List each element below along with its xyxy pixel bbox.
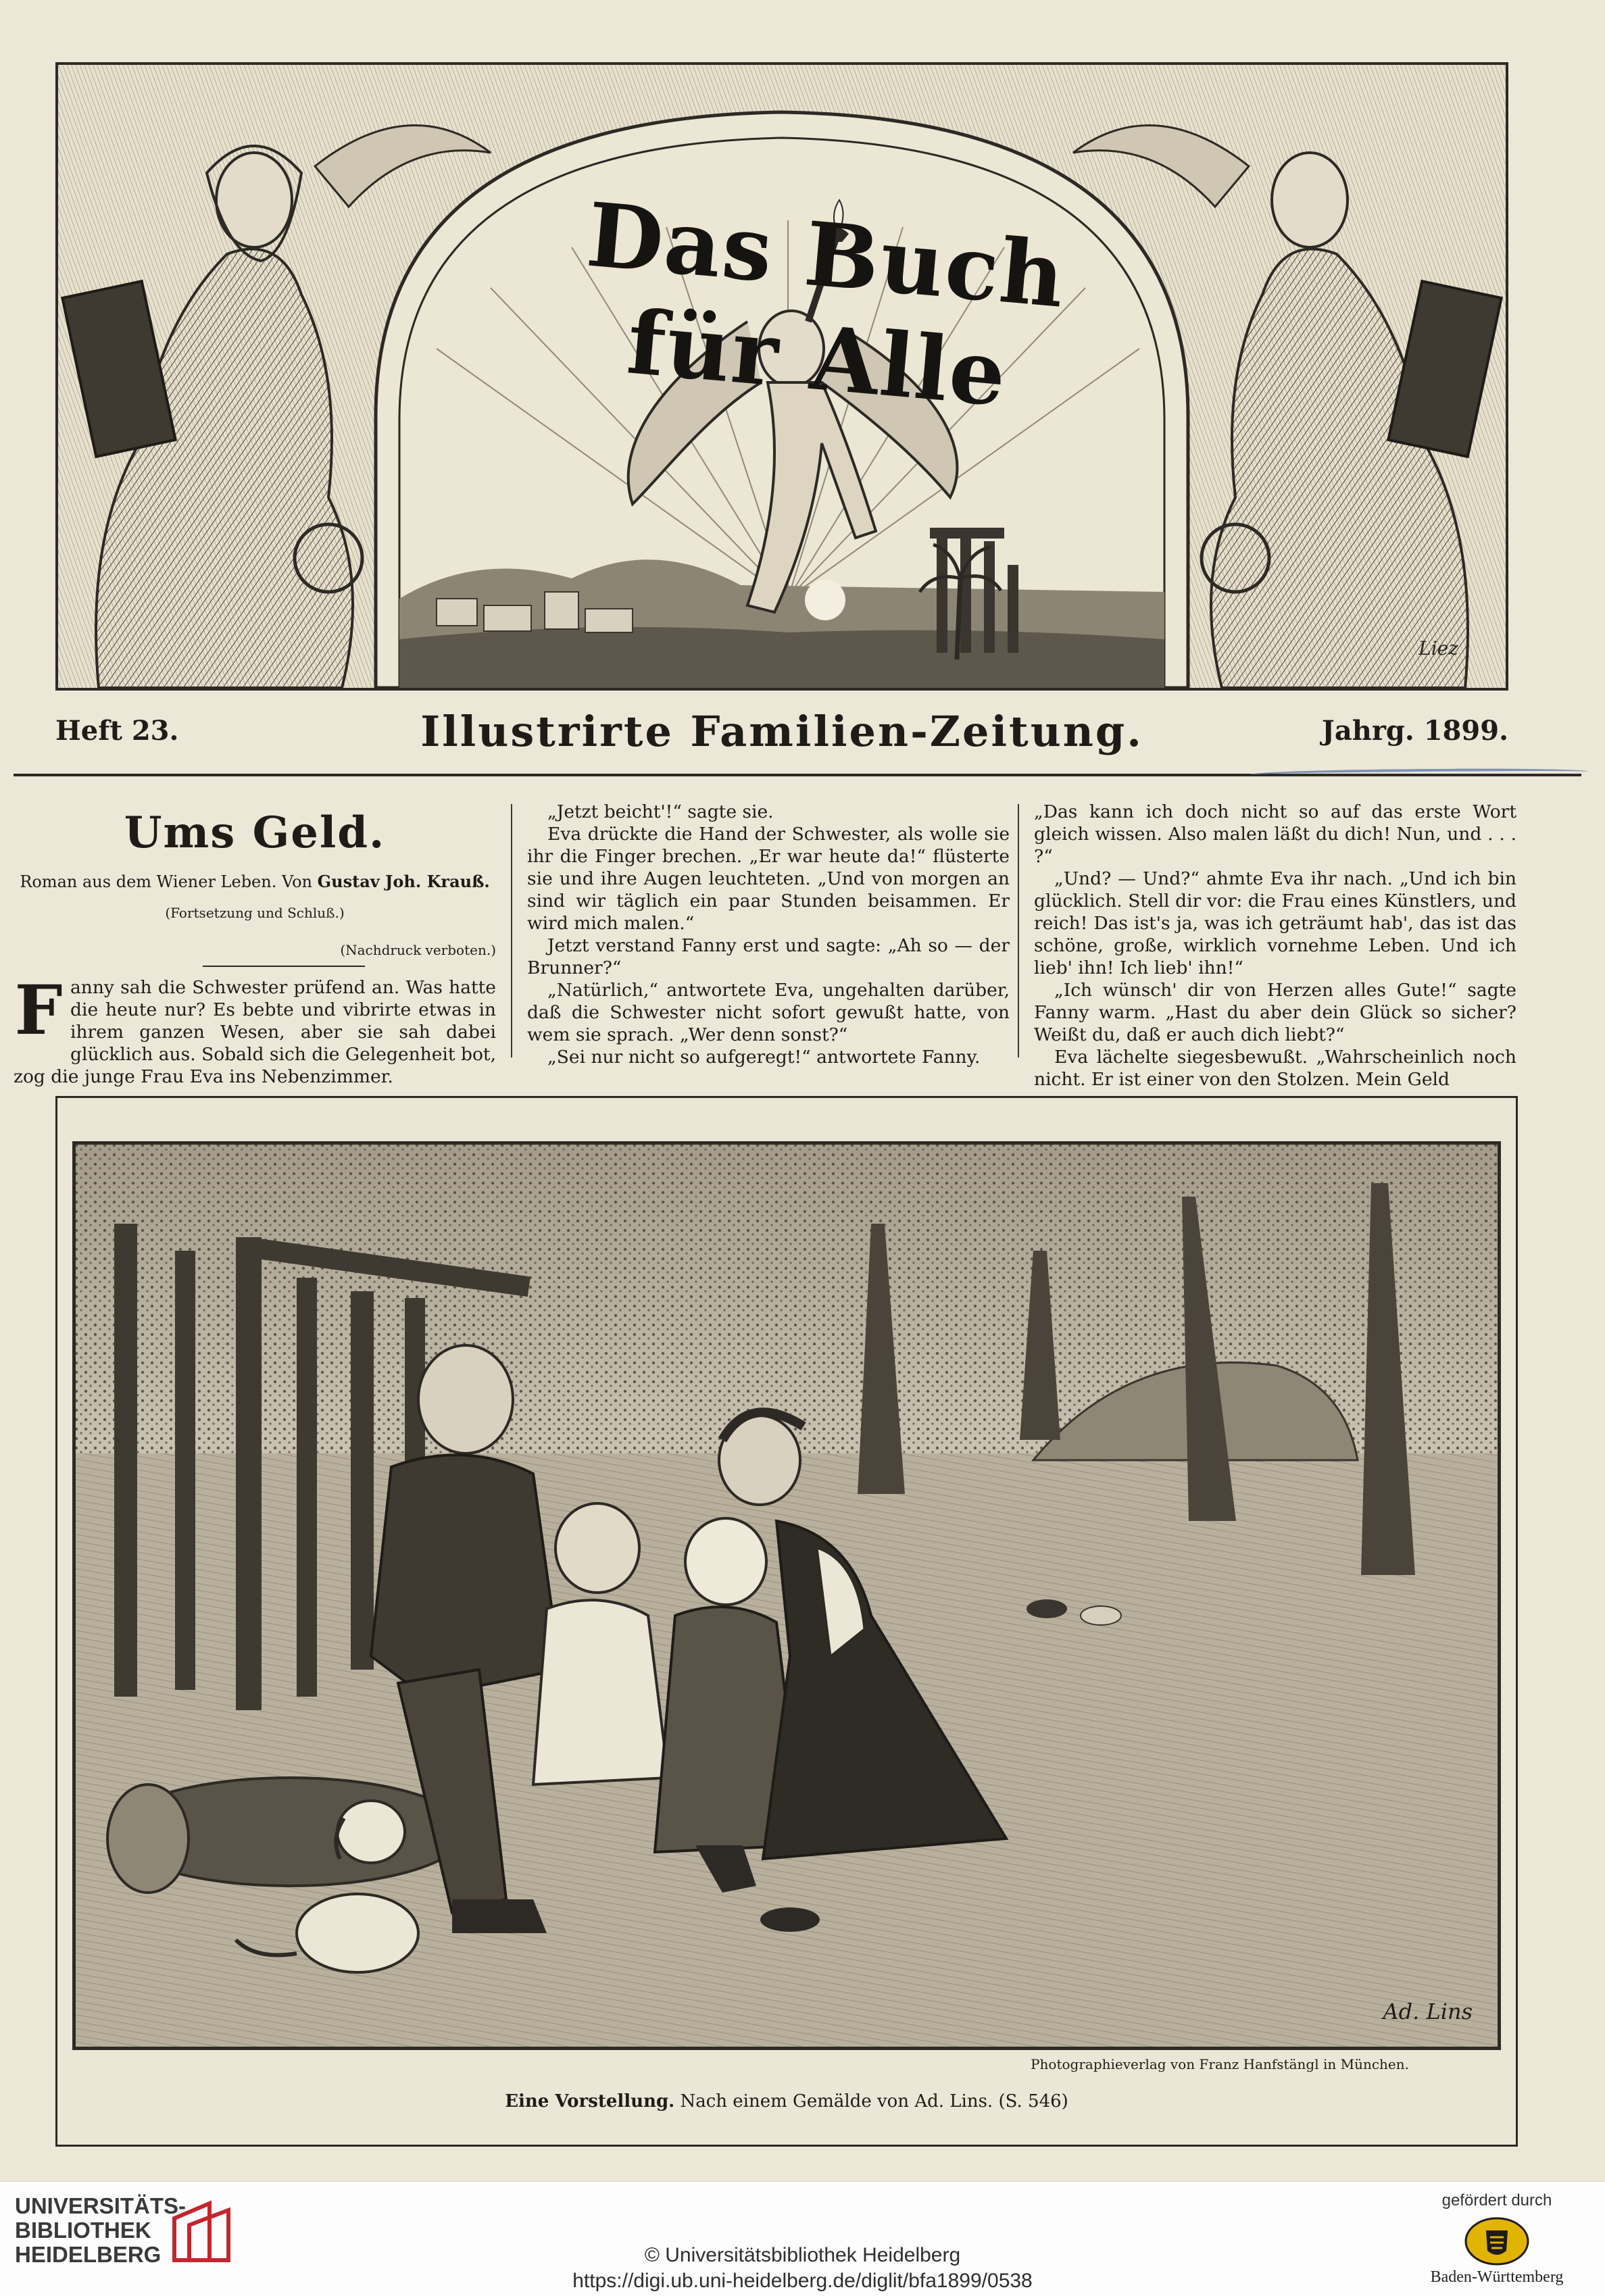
publication-subtitle: Illustrirte Familien-Zeitung. <box>420 707 1143 756</box>
masthead-title: Das Buch für Alle <box>583 182 1070 426</box>
library-logo-line: BIBLIOTHEK <box>15 2218 151 2243</box>
paragraph: Eva drückte die Hand der Schwester, als wolle sie ihr die Finger brechen. „Er war heute da!“ flüsterte sie und ihre Augen leuchteten. „Und von morgen an sind wir täglich ein paar Stunden beisammen. Er wird mich malen.“ <box>527 824 1010 934</box>
paragraph: Eva lächelte siegesbewußt. „Wahrscheinlich noch nicht. Er ist einer von den Stolzen. Mein Geld <box>1034 1047 1516 1090</box>
painter-signature: Ad. Lins <box>1383 1999 1473 2024</box>
masthead-engraving <box>55 62 1508 691</box>
paragraph: „Das kann ich doch nicht so auf das erste Wort gleich wissen. Also malen läßt du dich! Nun, und . . . ?“ <box>1034 801 1516 867</box>
byline-prefix: Roman aus dem Wiener Leben. Von <box>20 872 313 891</box>
illustration-plate <box>55 1096 1518 2147</box>
reprint-note: (Nachdruck verboten.) <box>340 942 496 958</box>
engraving-image <box>72 1141 1501 2050</box>
funding-state: Baden-Württemberg <box>1430 2268 1564 2286</box>
column-separator <box>511 804 512 1057</box>
library-logo-line: HEIDELBERG <box>15 2242 162 2267</box>
byline <box>14 871 496 893</box>
paragraph: „Und? — Und?“ ahmte Eva ihr nach. „Und ich bin glücklich. Stell dir vor: die Frau eines Künstlers, und reich! Das ist's ja, was ich geträumt hab', das ist das schöne, große, wirklich vornehme Leben. Und ich lieb' ihn! Ich lieb' ihn!“ <box>1034 868 1516 978</box>
caption-title: Eine Vorstellung. <box>505 2091 675 2112</box>
column-separator <box>1018 804 1019 1057</box>
author-name: Gustav Joh. Krauß. <box>317 872 490 891</box>
copyright-notice: © Universitätsbibliothek Heidelberg <box>644 2244 961 2266</box>
opening-paragraph <box>14 970 496 1088</box>
drop-cap: F <box>14 970 63 1050</box>
section-rule <box>203 966 365 967</box>
issue-line <box>55 707 1508 768</box>
caption-source: Nach einem Gemälde von Ad. Lins. (S. 546) <box>680 2091 1068 2112</box>
story-title: Ums Geld. <box>124 807 386 858</box>
library-logo-line: UNIVERSITÄTS- <box>15 2193 187 2218</box>
paragraph: „Sei nur nicht so aufgeregt!“ antwortete Fanny. <box>547 1047 981 1068</box>
text-column-3 <box>1034 801 1516 1091</box>
photo-credit: Photographieverlag von Franz Hanfstängl in München. <box>1031 2056 1409 2072</box>
text-column-1 <box>14 801 496 1088</box>
paragraph: „Ich wünsch' dir von Herzen alles Gute!“ sagte Fanny warm. „Hast du aber dein Glück so sicher? Weißt du, daß er auch dich liebt?“ <box>1034 980 1516 1045</box>
continuation-note: (Fortsetzung und Schluß.) <box>165 905 345 921</box>
masthead-artist-signature: Liez <box>1418 637 1458 659</box>
funding-label: gefördert durch <box>1441 2191 1552 2210</box>
paragraph: „Jetzt beicht'!“ sagte sie. <box>547 801 774 822</box>
issue-number: Heft 23. <box>55 715 179 747</box>
illustration-caption <box>57 2091 1516 2112</box>
paragraph-text: anny sah die Schwester prüfend an. Was hatte die heute nur? Es bebte und vibrirte etwas in ihrem ganzen Wesen, aber sie sah dabei glücklich aus. Sobald sich die Gelegenheit bot, zog die junge Frau Eva ins Nebenzimmer. <box>14 977 496 1087</box>
paragraph: Jetzt verstand Fanny erst und sagte: „Ah so — der Brunner?“ <box>527 935 1010 978</box>
funding-notice <box>1416 2191 1578 2293</box>
pencil-mark <box>1250 768 1588 778</box>
text-column-2 <box>527 801 1010 1068</box>
state-emblem-icon[interactable] <box>1464 2217 1529 2266</box>
permalink[interactable]: https://digi.ub.uni-heidelberg.de/diglit/bfa1899/0538 <box>572 2270 1033 2292</box>
paragraph: „Natürlich,“ antwortete Eva, ungehalten darüber, daß die Schwester nicht sofort gewußt hatte, von wem sie sprach. „Wer denn sonst?“ <box>527 980 1010 1045</box>
digitization-footer <box>0 2181 1605 2296</box>
volume-year: Jahrg. 1899. <box>1321 715 1508 747</box>
engraving-artwork <box>74 1143 1500 2049</box>
